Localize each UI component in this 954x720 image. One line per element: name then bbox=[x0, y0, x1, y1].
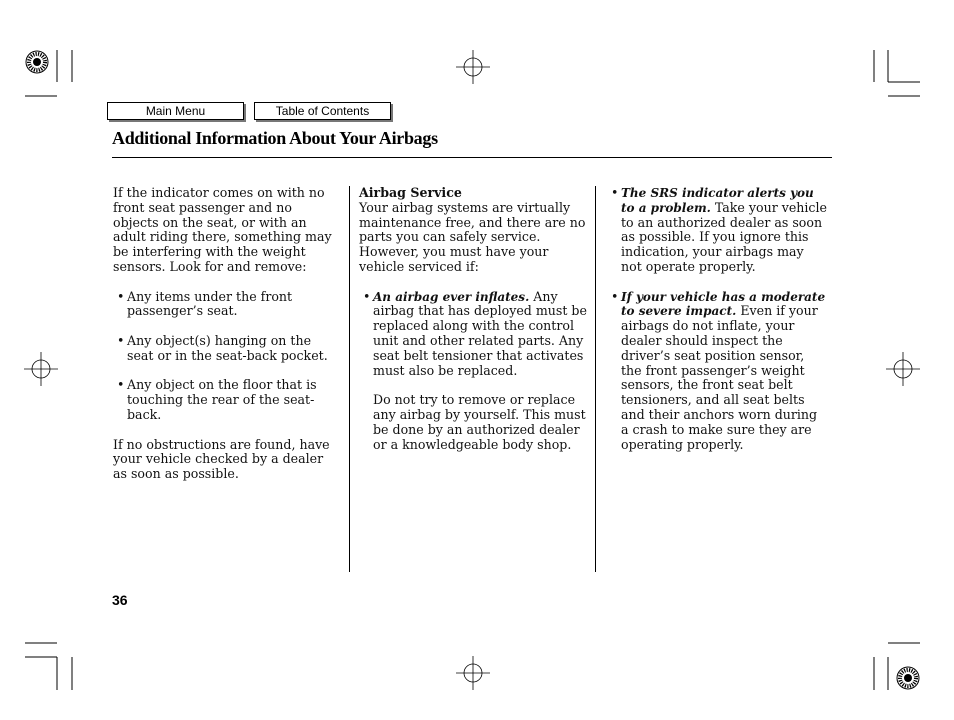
col2-bullet-text: Any airbag that has deployed must be replaced along with the control unit and other related parts. Any seat belt tensioner that activates must also be replaced. bbox=[373, 288, 587, 378]
col2-bullet bbox=[359, 290, 587, 379]
col3-bullet-1-lead: The SRS indicator alerts you to a problem. bbox=[621, 186, 814, 215]
sunburst-target-bottom-right bbox=[897, 667, 919, 689]
col3-bullet-1 bbox=[607, 186, 827, 275]
col1-outro: If no obstructions are found, have your vehicle checked by a dealer as soon as possible. bbox=[113, 436, 330, 482]
title-rule bbox=[112, 157, 832, 158]
column-1 bbox=[113, 186, 339, 482]
column-2 bbox=[359, 186, 587, 452]
column-3 bbox=[607, 186, 827, 452]
registration-mark-bottom bbox=[456, 656, 490, 690]
col2-paragraph bbox=[359, 393, 587, 452]
table-of-contents-button[interactable]: Table of Contents bbox=[254, 102, 391, 120]
bullet-dot: • bbox=[117, 288, 125, 304]
bullet-dot: • bbox=[611, 288, 619, 304]
column-divider-2 bbox=[595, 186, 596, 572]
sunburst-target-top-left bbox=[26, 51, 48, 73]
bullet-dot: • bbox=[117, 377, 125, 393]
col2-paragraph-text: Do not try to remove or replace any airbag by yourself. This must be done by an authorized dealer or a knowledgeable body shop. bbox=[373, 392, 586, 452]
col2-bullet-lead: An airbag ever inflates. bbox=[373, 289, 530, 304]
col3-bullet-2-lead: If your vehicle has a moderate to severe impact. bbox=[621, 289, 826, 319]
bullet-dot: • bbox=[117, 332, 125, 348]
page-number: 36 bbox=[112, 592, 128, 608]
col1-bullet-1-text: Any items under the front passenger’s seat. bbox=[127, 288, 293, 319]
col3-bullet-2-text: Even if your airbags do not inflate, your dealer should inspect the driver’s seat position sensor, the front passenger’s weight sensors, the front seat belt tensioners, and all seat belts and their anchors worn during a crash to make sure they are operating properly. bbox=[621, 303, 818, 452]
col3-bullet-1-text: Take your vehicle to an authorized dealer as soon as possible. If you ignore this indication, your airbags may not operate properly. bbox=[621, 199, 827, 274]
bullet-dot: • bbox=[363, 288, 371, 304]
col1-bullet-1 bbox=[113, 290, 339, 320]
col2-intro: Your airbag systems are virtually maintenance free, and there are no parts you can safely service. However, you must have your vehicle serviced if: bbox=[359, 199, 586, 274]
col1-bullet-3-text: Any object on the floor that is touching the rear of the seat-back. bbox=[127, 377, 317, 422]
col1-bullet-2-text: Any object(s) hanging on the seat or in the seat-back pocket. bbox=[127, 332, 328, 363]
registration-mark-left bbox=[24, 352, 58, 386]
col1-intro: If the indicator comes on with no front seat passenger and no objects on the seat, or with an adult riding there, something may be interfering with the weight sensors. Look for and remove: bbox=[113, 185, 332, 274]
bullet-dot: • bbox=[611, 185, 619, 200]
column-divider-1 bbox=[349, 186, 350, 572]
col3-bullet-2 bbox=[607, 290, 827, 453]
airbag-service-heading: Airbag Service bbox=[359, 185, 462, 200]
col1-bullet-2 bbox=[113, 334, 339, 364]
main-menu-button[interactable]: Main Menu bbox=[107, 102, 244, 120]
page-title: Additional Information About Your Airbags bbox=[112, 128, 438, 148]
registration-mark-top bbox=[456, 50, 490, 84]
col1-bullet-3 bbox=[113, 378, 339, 422]
registration-mark-right bbox=[886, 352, 920, 386]
